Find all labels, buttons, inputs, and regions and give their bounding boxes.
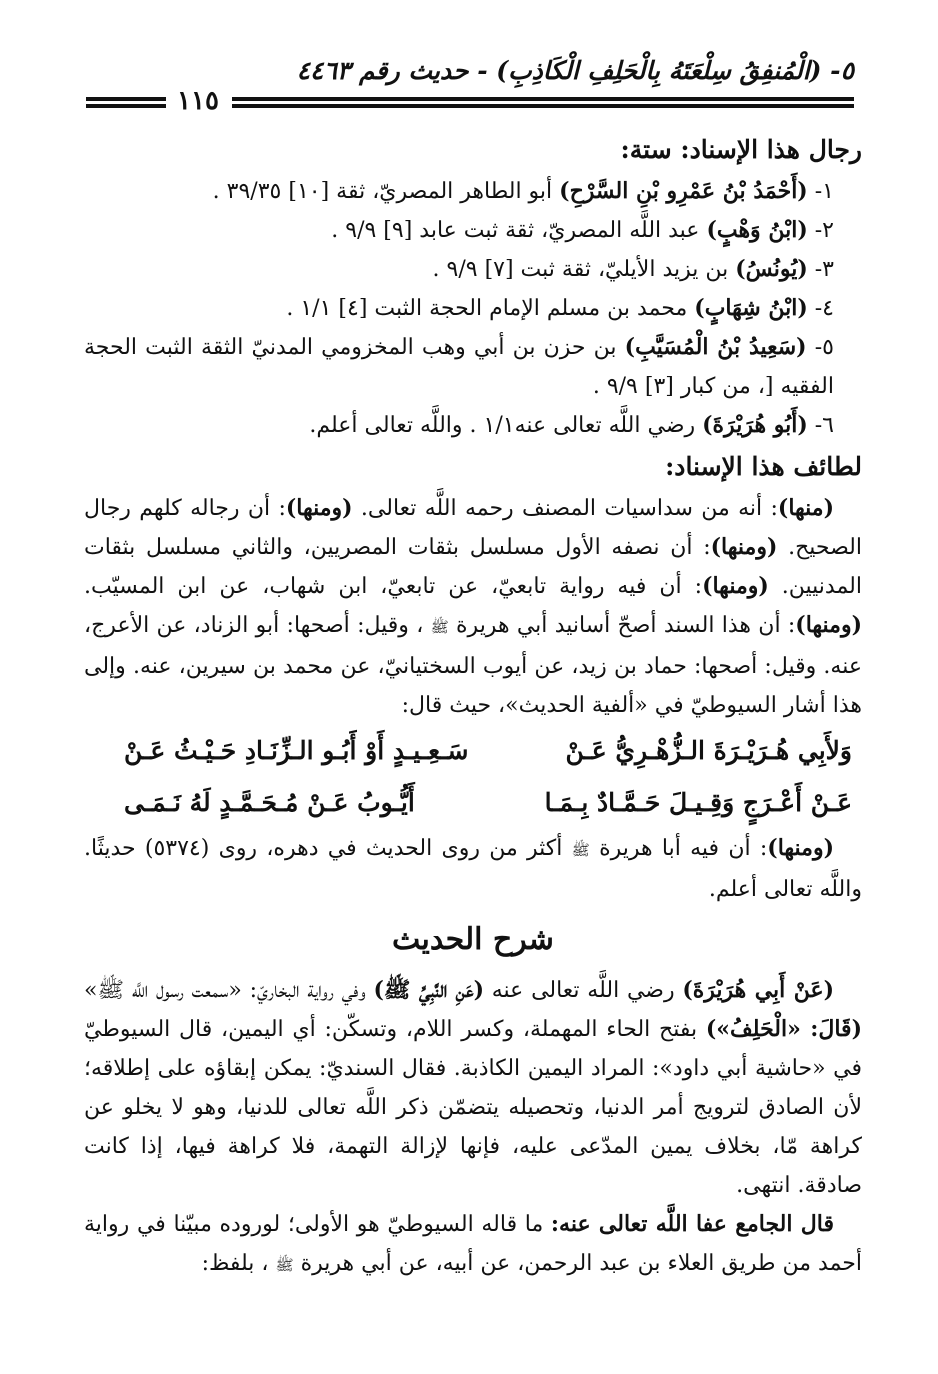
- narrator-item: [84, 172, 862, 211]
- narrator-name: (ابْنُ وَهْبٍ): [706, 217, 808, 243]
- page-body: [84, 128, 862, 1285]
- narrator-list: [84, 172, 862, 445]
- keyword: (ومنها): [710, 534, 778, 560]
- narrator-info: أبو الطاهر المصريّ، ثقة [١٠] ٣٩/٣٥ .: [212, 179, 560, 204]
- keyword: قال الجامع عفا اللَّه تعالى عنه:: [550, 1211, 834, 1237]
- narrator-item: [84, 289, 862, 328]
- keyword: (ومنها): [795, 612, 862, 638]
- narrator-info: بن يزيد الأيليّ، ثقة ثبت [٧] ٩/٩ .: [432, 257, 736, 282]
- narrator-number: ٤-: [814, 296, 834, 321]
- narrator-name: (أَحْمَدُ بْنُ عَمْرِو بْنِ السَّرْحِ): [559, 178, 808, 204]
- verse-line: [84, 725, 862, 777]
- keyword: (قَالَ: «الْحَلِفُ»): [705, 1016, 862, 1042]
- poem-verses: [84, 725, 862, 829]
- honorific-icon: ﷺ: [275, 1256, 294, 1274]
- narrator-number: ٥-: [814, 335, 834, 360]
- body-text: وفي رواية البخاريّ: «سمعت رسول اللَّه ﷺ»: [84, 978, 374, 1003]
- explanation-heading: شرح الحديث: [392, 922, 554, 957]
- narrators-heading: رجال هذا الإسناد: ستة:: [620, 135, 862, 164]
- header-rule: [86, 104, 166, 108]
- narrator-item: [84, 406, 862, 445]
- body-text: : أن رجاله كلهم رجال الصحيح.: [84, 496, 862, 560]
- keyword: (ومنها): [767, 835, 834, 861]
- body-text: ، وقيل: أصحها: أبو الزناد، عن الأعرج، عنه. وقيل: أصحها: حماد بن زيد، عن أيوب السختيانيّ، عن محمد بن سيرين، عنه. وإلى هذا أشار السيوطيّ في «ألفية الحديث»، حيث قال:: [84, 613, 862, 718]
- subtleties-paragraph: [84, 829, 862, 909]
- subtleties-heading: لطائف هذا الإسناد:: [665, 452, 862, 481]
- narrator-name: (أَبُو هُرَيْرَةَ): [702, 412, 808, 438]
- body-text: : أن نصفه الأول مسلسل بثقات المصريين، والثاني مسلسل بثقات المدنيين.: [84, 535, 862, 599]
- narrator-name: (سَعِيدُ بْنُ الْمُسَيَّبِ): [624, 334, 807, 360]
- keyword: (ومنها): [285, 495, 353, 521]
- narrator-number: ٢-: [814, 218, 834, 243]
- header-rule: [232, 97, 854, 101]
- narrator-item: [84, 328, 862, 406]
- keyword: (عَنِ النَّبِيِّ ﷺ): [373, 977, 484, 1003]
- header-rule: [86, 97, 166, 101]
- narrator-info: محمد بن مسلم الإمام الحجة الثبت [٤] ١/١ .: [286, 296, 695, 321]
- body-text: : أن هذا السند أصحّ أسانيد أبي هريرة: [448, 613, 796, 638]
- narrator-info: عبد اللَّه المصريّ، ثقة ثبت عابد [٩] ٩/٩ .: [331, 218, 707, 243]
- narrator-info: رضي اللَّه تعالى عنه١/١ . واللَّه تعالى أعلم.: [309, 413, 703, 438]
- body-text: بفتح الحاء المهملة، وكسر اللام، وتسكّن: أي اليمين، قال السيوطيّ في «حاشية أبي داود»: المراد اليمين الكاذبة. فقال السنديّ: يمكن إبقاؤه على إطلاقه؛ لأن الصادق لترويج أمر الدنيا، وتحصيله يتضمّن ذكر اللَّه تعالى للدنيا، وهو لا يخلو عن كراهة مّا، بخلاف يمين المدّعى عليه، فإنها لإزالة التهمة، فلا كراهة فيها، إذا كانت صادقة. انتهى.: [84, 1017, 862, 1198]
- body-text: : أن فيه رواية تابعيّ، عن تابعيّ، ابن شهاب، عن ابن المسيّب.: [84, 574, 703, 599]
- keyword: (منها): [777, 495, 834, 521]
- narrator-number: ٣-: [814, 257, 834, 282]
- body-text: رضي اللَّه تعالى عنه: [484, 978, 683, 1003]
- subtleties-paragraph: [84, 489, 862, 725]
- body-text: : أنه من سداسيات المصنف رحمه اللَّه تعالى.: [352, 496, 778, 521]
- verse-hemistich: عَـنْ أَعْـرَجٍ وَقِـيـلَ حَـمَّـادٌ بِـمَـا: [544, 788, 852, 817]
- body-text: ، بلفظ:: [201, 1251, 276, 1276]
- explanation-paragraph: [84, 971, 862, 1205]
- narrator-name: (ابْنُ شِهَابٍ): [694, 295, 808, 321]
- narrator-name: (يُونُسُ): [735, 256, 808, 282]
- narrator-item: [84, 211, 862, 250]
- page-number: ١١٥: [177, 86, 219, 116]
- verse-hemistich: وَلأَبِي هُـرَيْـرَةَ الـزُّهْـرِيُّ عَـنْ: [565, 736, 852, 765]
- keyword: (عَنْ أَبِي هُرَيْرَةَ): [682, 977, 834, 1003]
- body-text: ما قاله السيوطيّ هو الأولى؛ لوروده مبيّنا في رواية أحمد من طريق العلاء بن عبد الرحمن، عن أبيه، عن أبي هريرة: [84, 1212, 862, 1276]
- narrator-info: بن حزن بن أبي وهب المخزومي المدنيّ الثقة الثبت الحجة الفقيه [، من كبار [٣] ٩/٩ .: [84, 335, 834, 399]
- honorific-icon: ﷺ: [430, 618, 449, 636]
- verse-line: [84, 777, 862, 829]
- verse-hemistich: سَـعِـيـدٍ أَوْ أَبُـو الـزِّنَـادِ حَـيْـثُ عَـنْ: [124, 736, 469, 765]
- running-header-title: ٥- (الْمُنفِقُ سِلْعَتَهُ بِالْحَلِفِ الْكَاذِبِ) - حديث رقم ٤٤٦٣: [296, 56, 854, 85]
- verse-hemistich: أَيُّـوبُ عَـنْ مُـحَـمَّـدٍ لَهُ نَـمَـى: [124, 788, 415, 817]
- narrator-number: ٦-: [814, 413, 834, 438]
- keyword: (ومنها): [702, 573, 769, 599]
- honorific-icon: ﷺ: [571, 841, 590, 859]
- explanation-paragraph: [84, 1205, 862, 1285]
- narrator-item: [84, 250, 862, 289]
- header-rule: [232, 104, 854, 108]
- body-text: : أن فيه أبا هريرة: [589, 836, 768, 861]
- body-text: أكثر من روى الحديث في دهره، روى (٥٣٧٤) حديثًا. واللَّه تعالى أعلم.: [84, 836, 862, 902]
- narrator-number: ١-: [814, 179, 834, 204]
